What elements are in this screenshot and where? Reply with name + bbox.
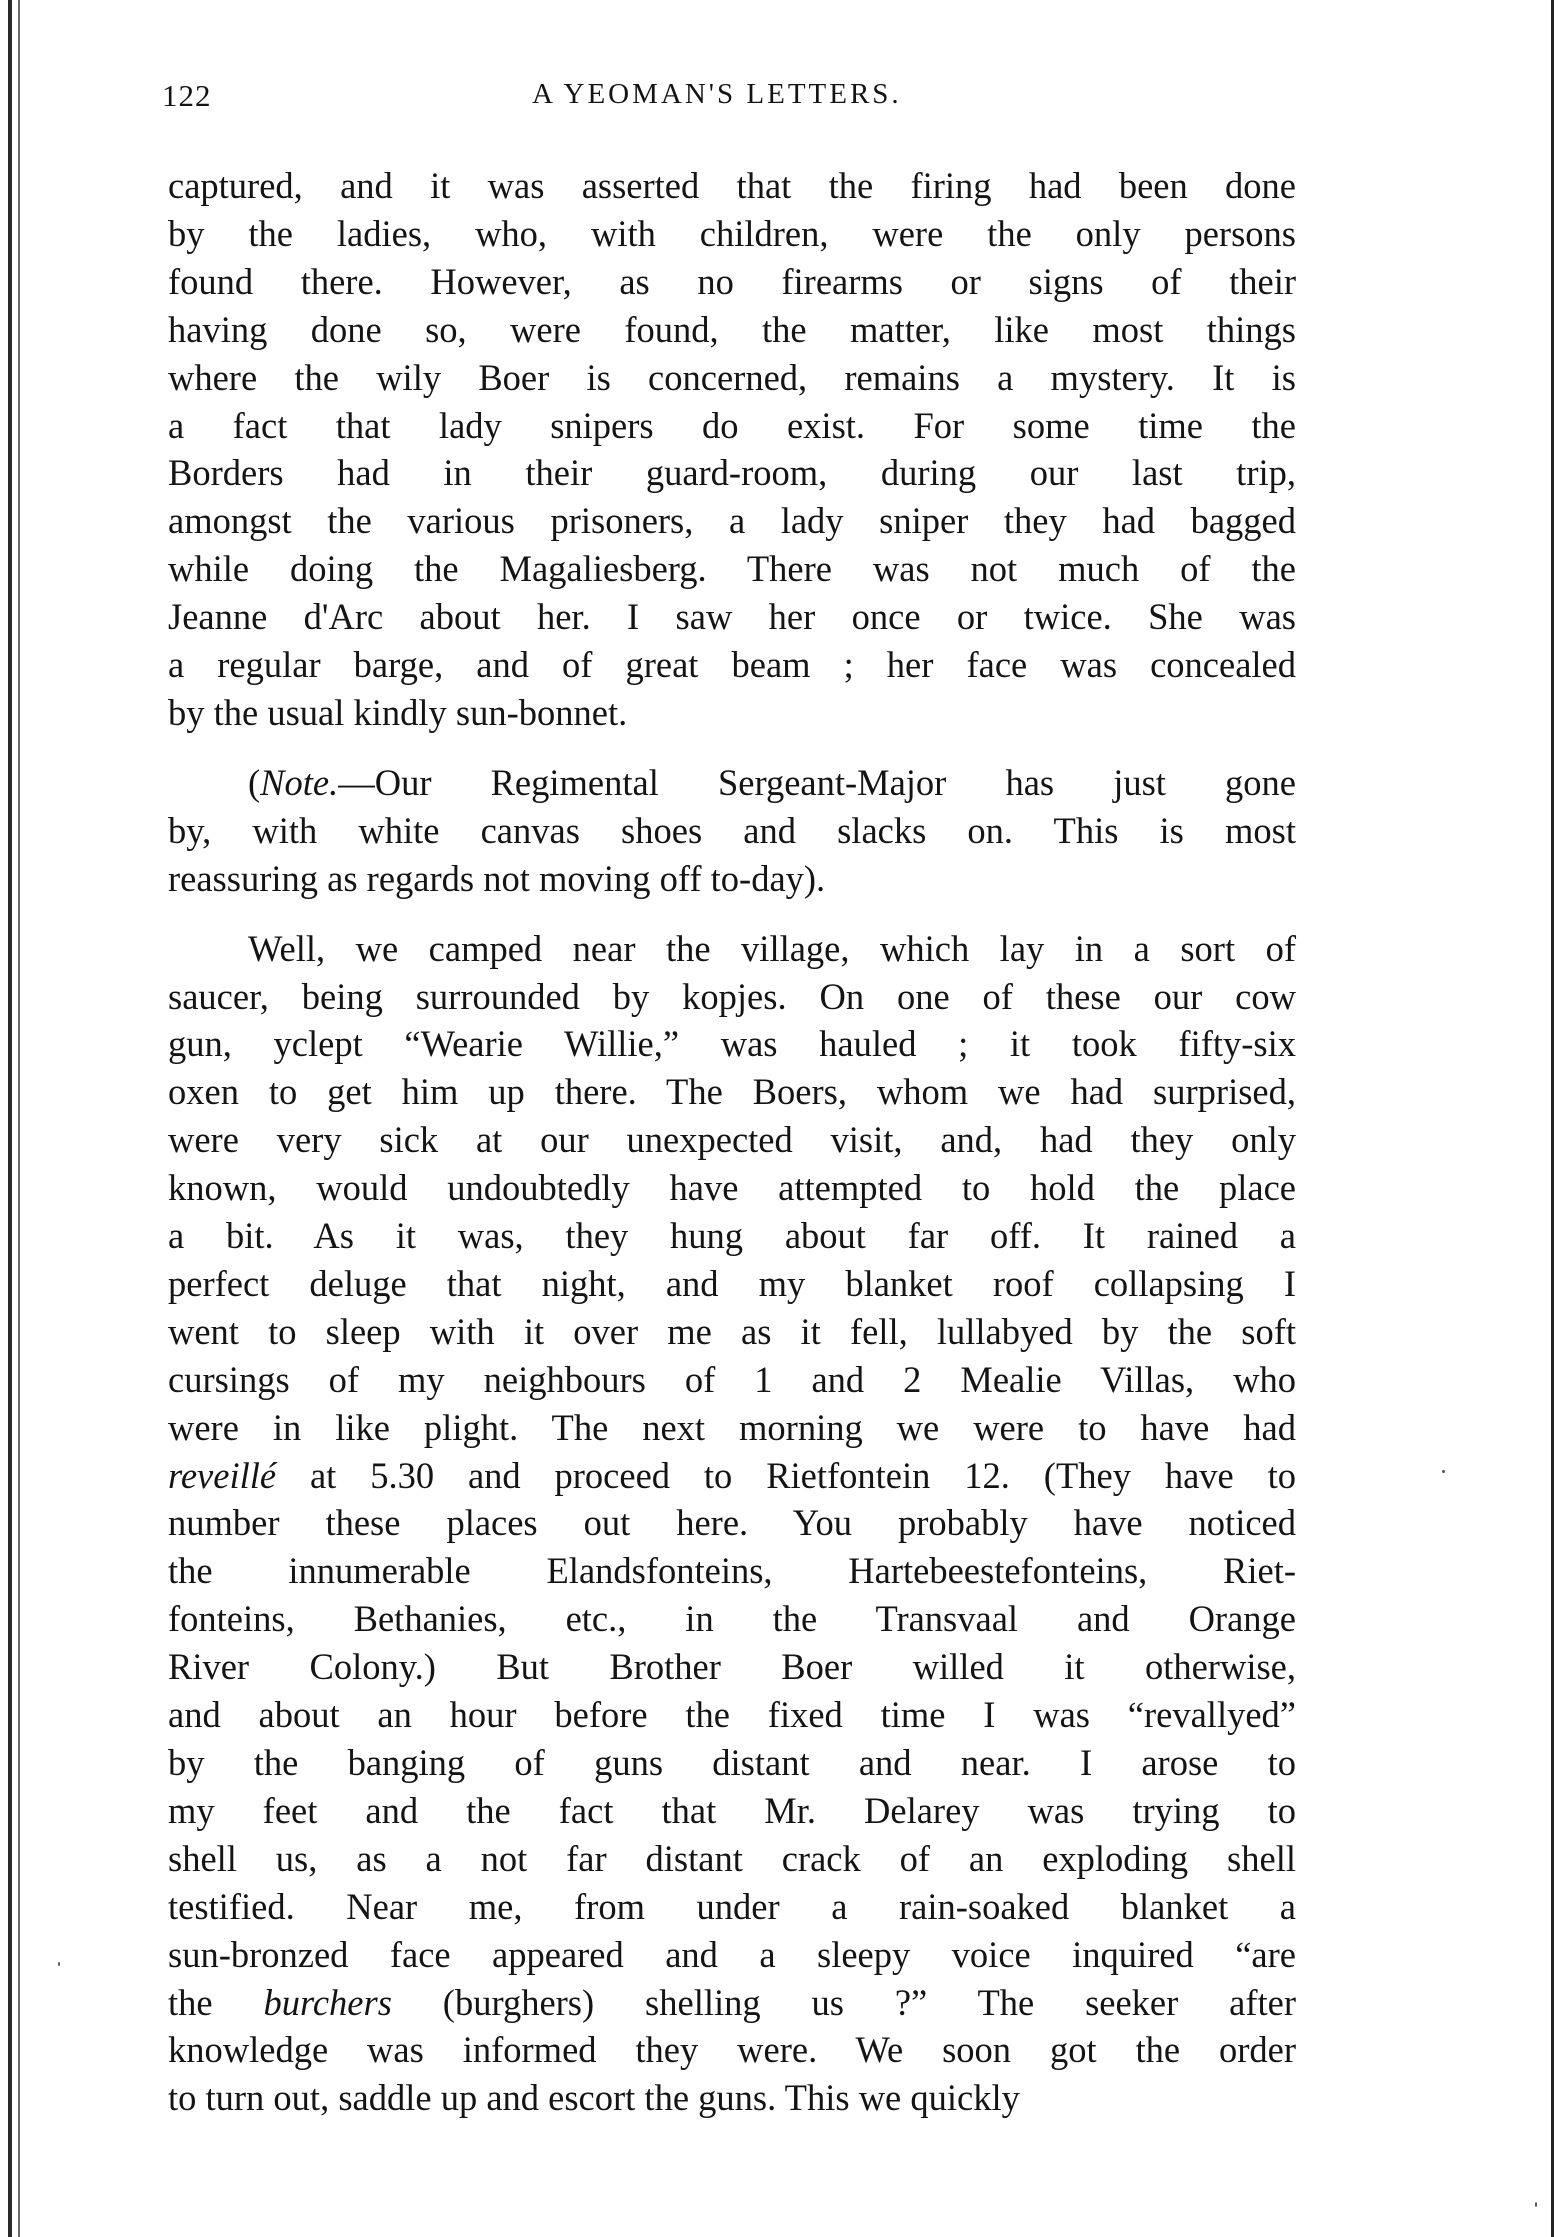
text-segment: (burghers) shelling us ?” The seeker after <box>442 1981 1297 2023</box>
text-line: reassuring as regards not moving off to-day). <box>168 857 826 899</box>
note-label: Note. <box>260 761 339 803</box>
text-line: a regular barge, and of great beam ; her face was concealed <box>168 644 1296 686</box>
page-edge-shadow <box>8 0 12 2237</box>
text-line: Borders had in their guard-room, during our last trip, <box>168 452 1296 494</box>
paper-speck <box>1535 2202 1537 2207</box>
italic-burchers: burchers <box>263 1981 392 2023</box>
text-line: known, would undoubtedly have attempted to hold the place <box>168 1167 1296 1209</box>
body-text <box>168 162 1296 2122</box>
text-line: my feet and the fact that Mr. Delarey was trying to <box>168 1789 1296 1831</box>
paragraph-3 <box>168 925 1296 2123</box>
text-line: captured, and it was asserted that the firing had been done <box>168 165 1296 206</box>
text-line: saucer, being surrounded by kopjes. On one of these our cow <box>168 975 1296 1017</box>
text-line: (Note.—Our Regimental Sergeant-Major has just gone <box>248 761 1296 803</box>
text-line: River Colony.) But Brother Boer willed it otherwise, <box>168 1646 1296 1688</box>
text-line: oxen to get him up there. The Boers, whom we had surprised, <box>168 1071 1296 1113</box>
text-line: number these places out here. You probably have noticed <box>168 1502 1296 1544</box>
text-line: where the wily Boer is concerned, remains a mystery. It is <box>168 356 1296 398</box>
text-line: by the ladies, who, with children, were the only persons <box>168 212 1296 254</box>
text-line: perfect deluge that night, and my blanket roof collapsing I <box>168 1262 1296 1304</box>
paper-speck <box>1442 1470 1445 1473</box>
note-text: —Our Regimental Sergeant-Major has just gone <box>338 761 1296 803</box>
text-line: found there. However, as no firearms or signs of their <box>168 260 1296 302</box>
text-line: knowledge was informed they were. We soon got the order <box>168 2029 1296 2071</box>
text-line: by, with white canvas shoes and slacks on. This is most <box>168 809 1296 851</box>
text-line <box>168 1979 1296 2027</box>
running-header <box>162 78 1302 118</box>
text-line: were in like plight. The next morning we were to have had <box>168 1406 1296 1448</box>
text-line: to turn out, saddle up and escort the guns. This we quickly <box>168 2077 1020 2119</box>
text-line: by the usual kindly sun-bonnet. <box>168 691 628 733</box>
text-line: sun-bronzed face appeared and a sleepy voice inquired “are <box>168 1933 1296 1975</box>
page-edge-shadow-inner <box>18 0 20 2237</box>
text-line: and about an hour before the fixed time I was “revallyed” <box>168 1694 1296 1736</box>
text-line: fonteins, Bethanies, etc., in the Transvaal and Orange <box>168 1598 1296 1640</box>
text-line: a bit. As it was, they hung about far off. It rained a <box>168 1215 1296 1257</box>
paragraph-1 <box>168 162 1296 737</box>
text-line: a fact that lady snipers do exist. For some time the <box>168 404 1296 446</box>
page-edge-right <box>1551 0 1554 2237</box>
text-line: were very sick at our unexpected visit, and, had they only <box>168 1119 1296 1161</box>
text-line: by the banging of guns distant and near. I arose to <box>168 1742 1296 1783</box>
text-line: shell us, as a not far distant crack of an exploding shell <box>168 1837 1296 1879</box>
text-line: amongst the various prisoners, a lady sniper they had bagged <box>168 500 1296 542</box>
text-segment: at 5.30 and proceed to Rietfontein 12. (They have to <box>309 1454 1296 1496</box>
text-line: Jeanne d'Arc about her. I saw her once or twice. She was <box>168 596 1296 638</box>
text-line <box>168 1452 1296 1500</box>
text-line: while doing the Magaliesberg. There was not much of the <box>168 548 1296 590</box>
running-title: A YEOMAN'S LETTERS. <box>532 78 902 110</box>
text-line: having done so, were found, the matter, like most things <box>168 308 1296 350</box>
page-number: 122 <box>162 78 212 113</box>
text-line: the innumerable Elandsfonteins, Hartebeestefonteins, Riet- <box>168 1550 1296 1592</box>
paragraph-note <box>168 759 1296 903</box>
italic-reveille: reveillé <box>168 1454 277 1496</box>
text-segment: the <box>168 1981 213 2023</box>
text-line: Well, we camped near the village, which lay in a sort of <box>248 927 1296 969</box>
text-line: went to sleep with it over me as it fell, lullabyed by the soft <box>168 1310 1296 1352</box>
text-line: gun, yclept “Wearie Willie,” was hauled ; it took fifty-six <box>168 1023 1296 1065</box>
paper-speck <box>58 1962 60 1966</box>
text-line: cursings of my neighbours of 1 and 2 Mealie Villas, who <box>168 1358 1296 1400</box>
text-line: testified. Near me, from under a rain-soaked blanket a <box>168 1885 1296 1927</box>
